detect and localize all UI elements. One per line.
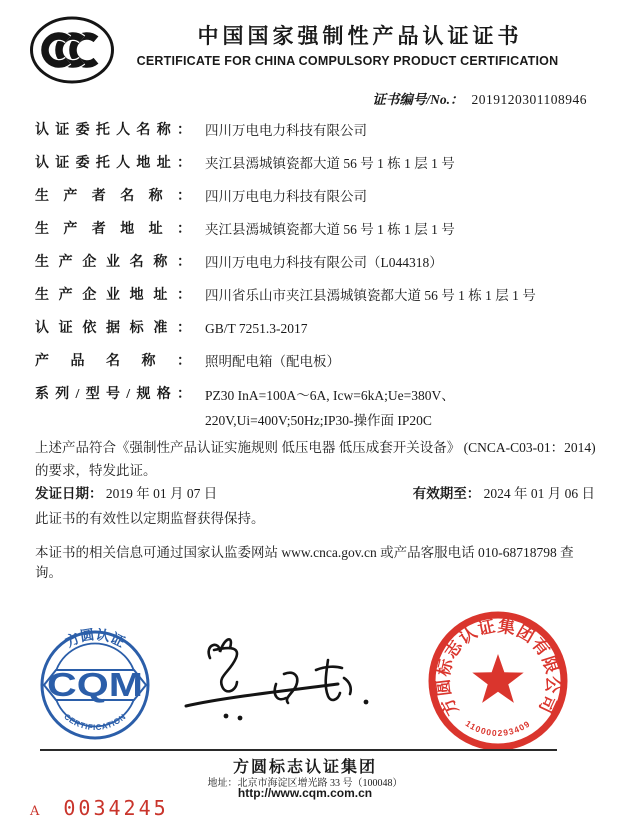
expiry-date-label: 有效期至： (412, 486, 481, 501)
field-label: 认证依据标准： (35, 321, 191, 336)
signature (180, 618, 392, 733)
certificate-number-label: 证书编号/No.： (372, 92, 464, 107)
field-label: 生产企业名称： (35, 255, 191, 270)
field-manufacturer-address (35, 286, 597, 306)
serial-prefix: A (30, 804, 40, 819)
ccc-mark-icon (28, 12, 116, 88)
field-value: 夹江县漹城镇瓷都大道 56 号 1 栋 1 层 1 号 (205, 156, 455, 171)
certificate-number-value: 2019120301108946 (471, 92, 587, 107)
expiry-date-value: 2024 年 01 月 06 日 (483, 486, 595, 501)
company-seal (428, 608, 568, 756)
field-product-name (35, 352, 597, 372)
certificate-fields (35, 121, 597, 446)
expiry-date (413, 482, 595, 502)
issue-date (35, 482, 217, 502)
field-label: 系列/型号/规格： (35, 387, 191, 402)
serial-number: 0034245 (63, 796, 169, 820)
field-label: 生产企业地址： (35, 288, 191, 303)
field-value: 四川省乐山市夹江县漹城镇瓷都大道 56 号 1 栋 1 层 1 号 (205, 288, 536, 303)
field-model-spec (35, 385, 597, 433)
field-value: 照明配电箱（配电板） (205, 354, 340, 369)
field-value: 四川万电电力科技有限公司 (205, 123, 367, 138)
footer-website: http://www.cqm.com.cn (237, 786, 373, 800)
svg-text:110000293409 (464, 718, 533, 738)
field-value: 四川万电电力科技有限公司（L044318） (205, 255, 443, 270)
cqm-center-text: CQM (47, 666, 143, 703)
field-value: PZ30 InA=100A～6A, Icw=6kA;Ue=380V、220V,Ui=400V;50Hz;IP30-操作面 IP20C (205, 388, 455, 428)
cqm-logo-stamp (38, 628, 152, 742)
info-note: 本证书的相关信息可通过国家认监委网站 www.cnca.gov.cn 或产品客服电话 010-68718798 查询。 (35, 545, 574, 580)
field-producer-address (35, 220, 597, 240)
footer-org-name: 方圆标志认证集团 (232, 759, 377, 776)
field-value: GB/T 7251.3-2017 (205, 321, 308, 336)
field-label: 认证委托人名称： (35, 123, 191, 138)
field-label: 生产者地址： (35, 222, 191, 237)
seal-number: 110000293409 (463, 718, 533, 739)
seal-star (472, 654, 523, 703)
certificate-number (372, 88, 587, 108)
issue-date-value: 2019 年 01 月 07 日 (105, 486, 218, 501)
certificate-serial (30, 796, 169, 820)
conformity-statement: 上述产品符合《强制性产品认证实施规则 低压电器 低压成套开关设备》 (CNCA-C03-01：2014)的要求，特发此证。 (35, 440, 596, 478)
validity-note: 此证书的有效性以定期监督获得保持。 (35, 511, 265, 526)
field-manufacturer-name (35, 253, 597, 273)
dates-row (35, 482, 595, 502)
field-label: 产品名称： (35, 354, 191, 369)
field-value: 四川万电电力科技有限公司 (205, 189, 367, 204)
field-label: 生产者名称： (35, 189, 191, 204)
cqm-top-text: 方圆认证 (63, 628, 127, 652)
cqm-bottom-text: CERTIFICATION (62, 711, 128, 733)
field-value: 夹江县漹城镇瓷都大道 56 号 1 栋 1 层 1 号 (205, 222, 455, 237)
field-applicant-address (35, 154, 597, 174)
field-label: 认证委托人地址： (35, 156, 191, 171)
footer-address: 地址：北京市海淀区增光路 33 号（100048） (207, 778, 403, 789)
field-standard (35, 319, 597, 339)
page-title: 中国国家强制性产品认证证书 (197, 24, 523, 48)
issue-date-label: 发证日期： (35, 486, 103, 501)
field-applicant-name (35, 121, 597, 141)
footer-divider (40, 749, 557, 751)
field-producer-name (35, 187, 597, 207)
seal-company-text: 方圆标志认证集团有限公司 (433, 616, 563, 719)
page-subtitle: CERTIFICATE FOR CHINA COMPULSORY PRODUCT CERTIFICATION (136, 54, 559, 68)
